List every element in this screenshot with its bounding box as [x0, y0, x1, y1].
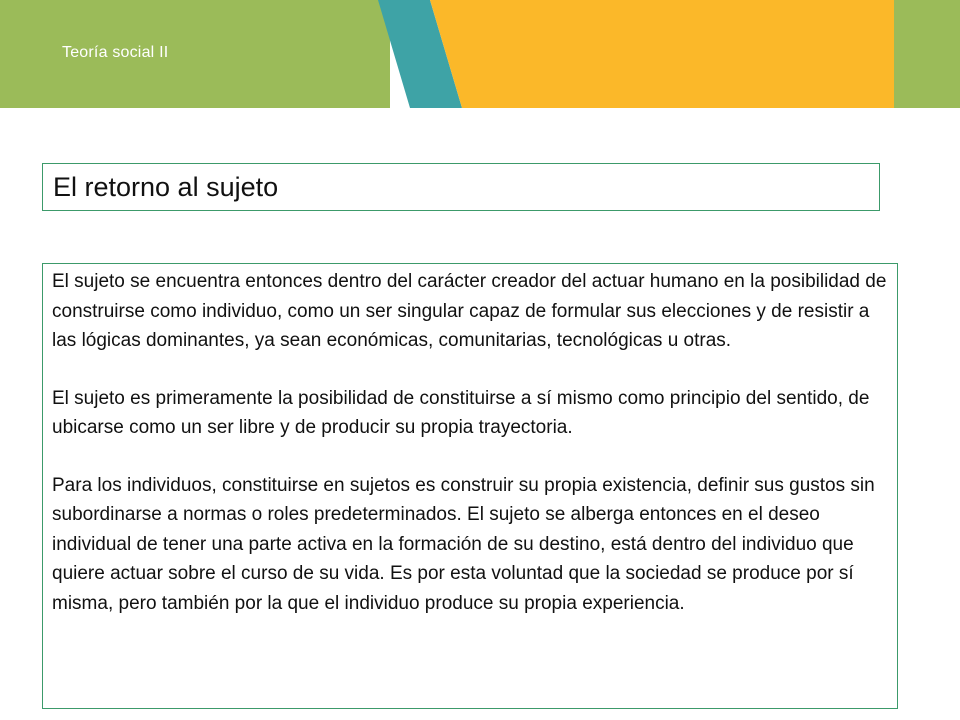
paragraph-2: El sujeto es primeramente la posibilidad de constituirse a sí mismo como principio del sentido, de ubicarse como un ser libre y de producir su propia trayectoria. [52, 387, 870, 438]
paragraph-spacer [52, 443, 889, 471]
slide-title-box [42, 163, 880, 211]
slide-title: El retorno al sujeto [53, 171, 279, 202]
course-title: Teoría social II [62, 44, 169, 61]
paragraph-1: El sujeto se encuentra entonces dentro del carácter creador del actuar humano en la posibilidad de construirse como individuo, como un ser singular capaz de formular sus elecciones y de resistir a las lógicas dominantes, ya sean económicas, comunitarias, tecnológicas u otras. [52, 271, 887, 351]
paragraph-3: Para los individuos, constituirse en sujetos es construir su propia existencia, definir sus gustos sin subordinarse a normas o roles predeterminados. El sujeto se alberga entonces en el deseo individual de tener una parte activa en la formación de su destino, está dentro del individuo que quiere actuar sobre el curso de su vida. Es por esta voluntad que la sociedad se produce por sí misma, pero también por la que el individuo produce su propia experiencia. [52, 474, 875, 614]
banner-green-left [0, 0, 390, 108]
slide-body [42, 263, 898, 709]
banner-yellow-block [430, 0, 894, 108]
banner-green-right [894, 0, 960, 108]
paragraph-spacer [52, 356, 889, 384]
